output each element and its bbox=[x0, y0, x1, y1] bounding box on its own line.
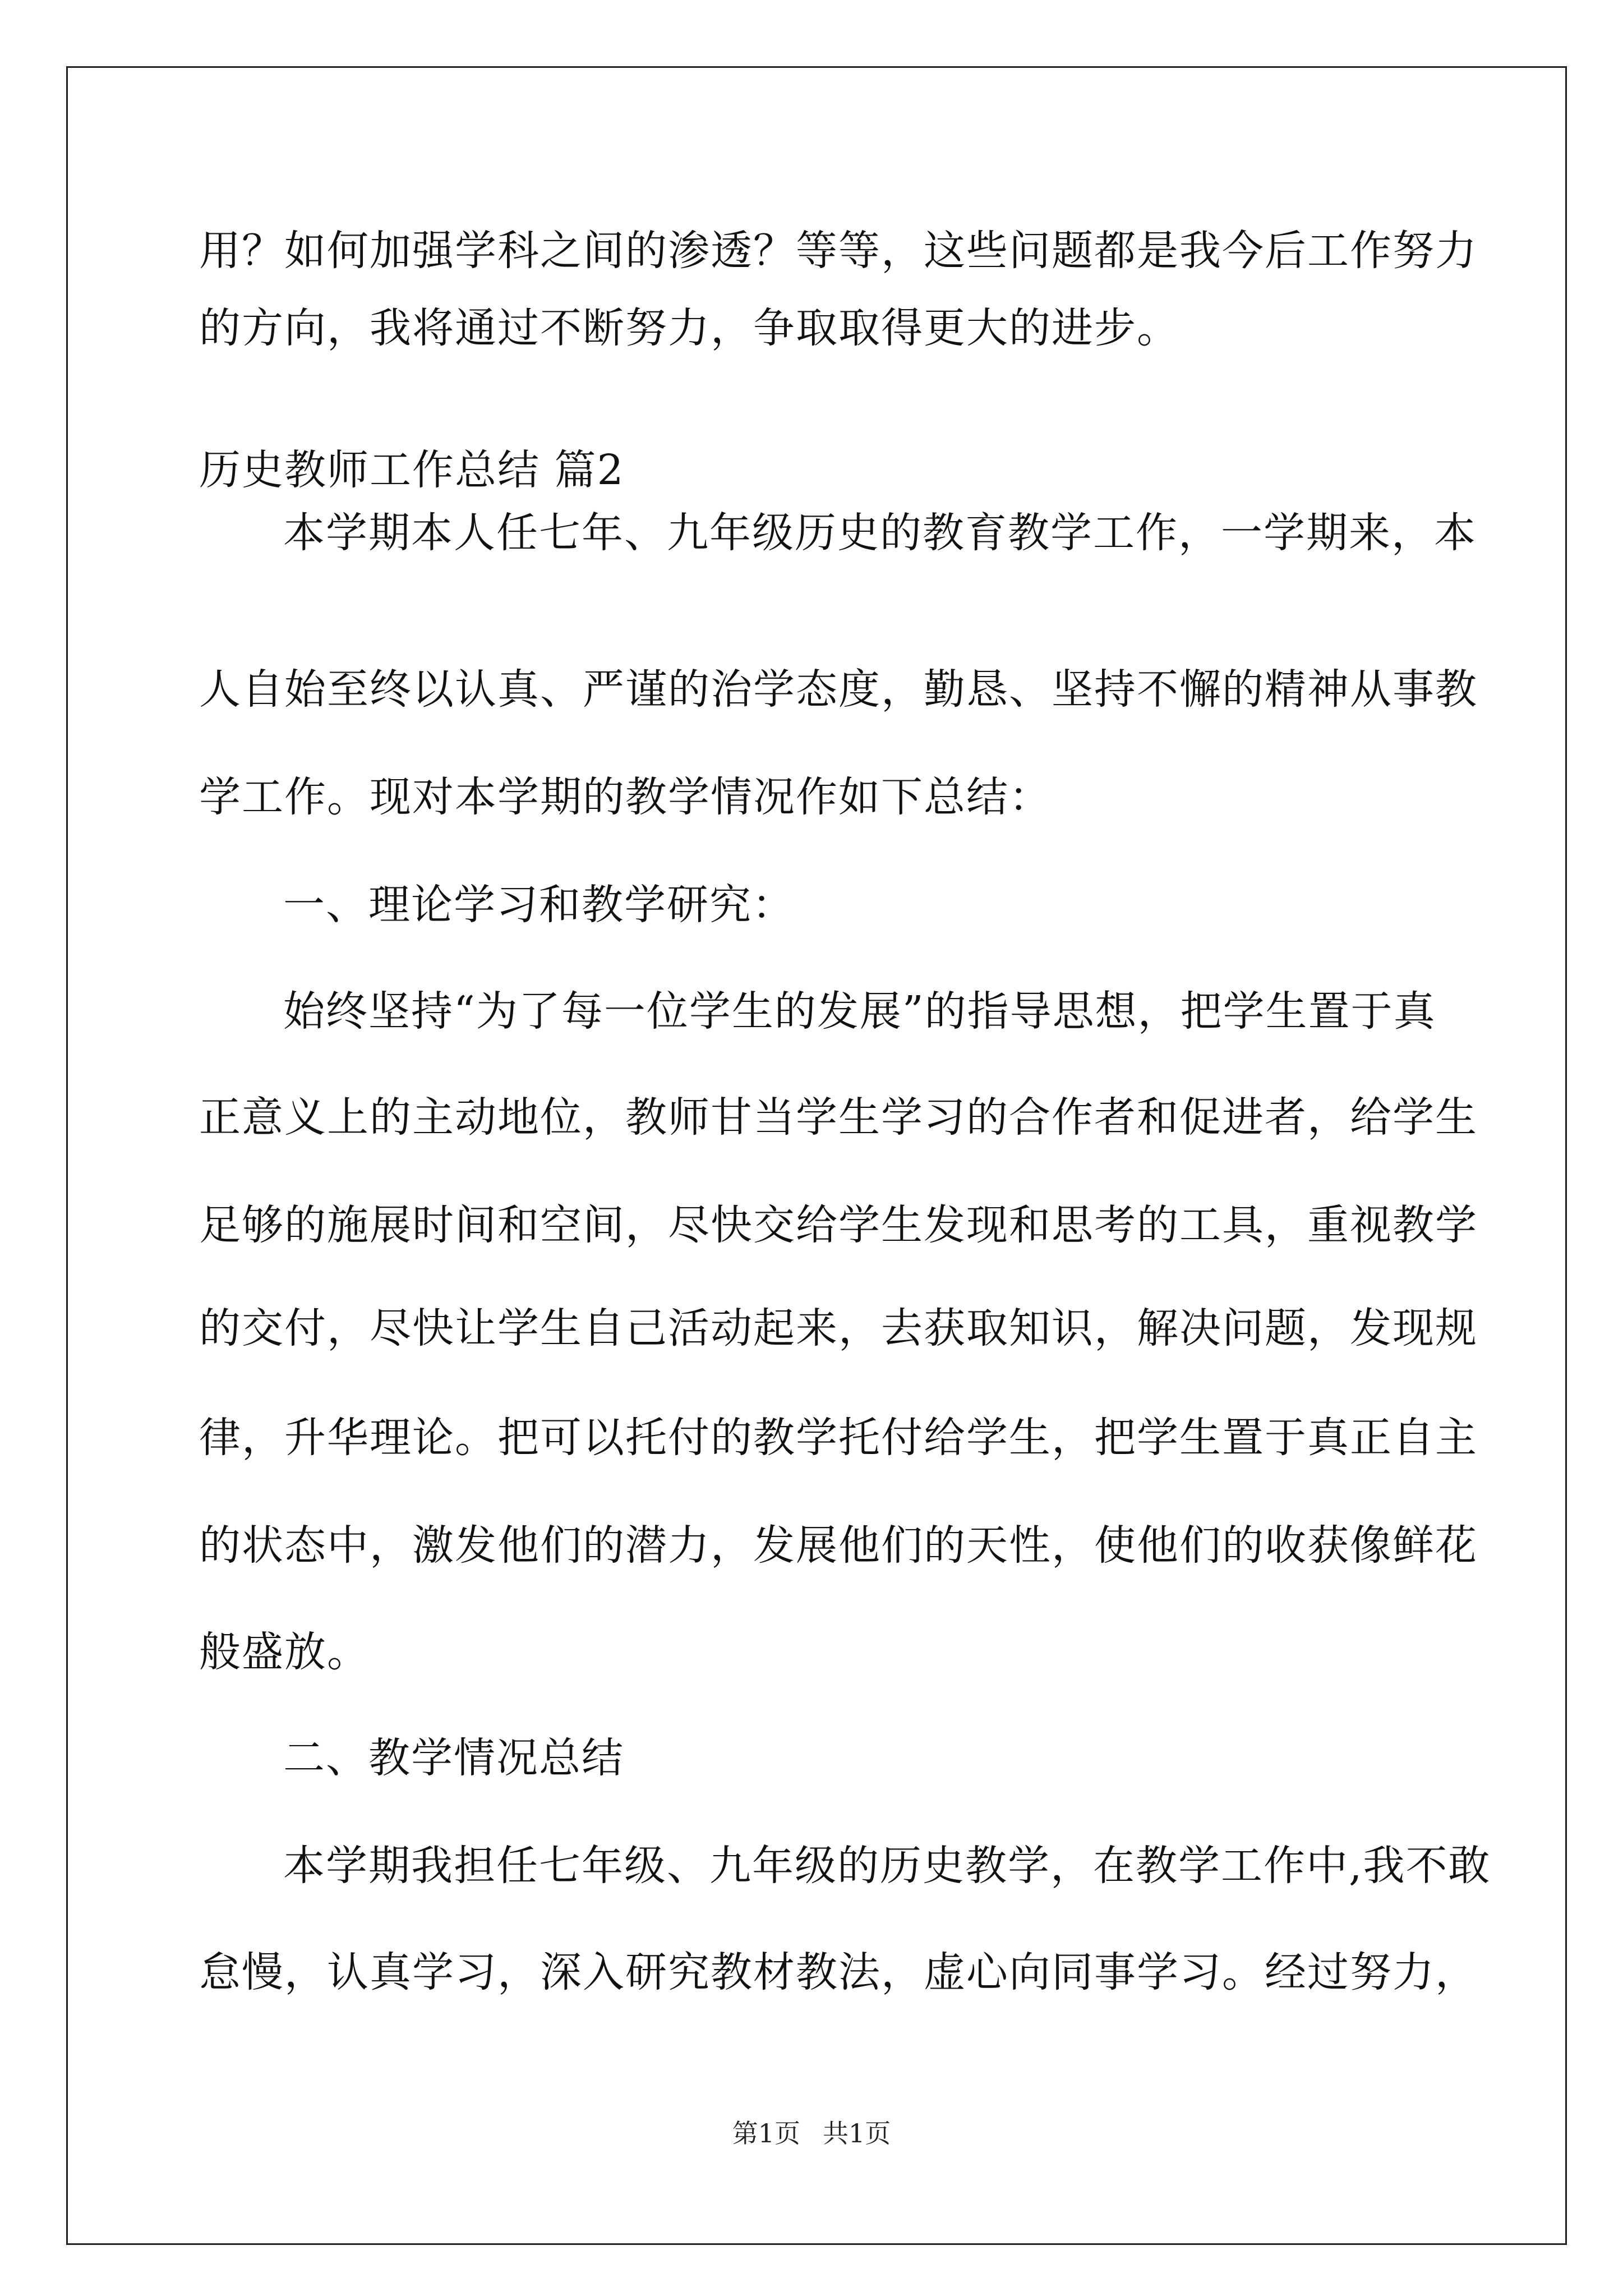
text-line: 的状态中，激发他们的潜力，发展他们的天性，使他们的收获像鲜花 bbox=[199, 1521, 1478, 1570]
text-line: 人自始至终以认真、严谨的治学态度，勤恳、坚持不懈的精神从事教 bbox=[199, 665, 1478, 714]
text-line: 始终坚持“为了每一位学生的发展”的指导思想，把学生置于真 bbox=[283, 987, 1436, 1036]
text-line: 足够的施展时间和空间，尽快交给学生发现和思考的工具，重视教学 bbox=[199, 1201, 1478, 1249]
text-line: 的方向，我将通过不断努力，争取取得更大的进步。 bbox=[199, 304, 1179, 352]
page-border bbox=[66, 66, 1567, 2245]
text-line: 本学期我担任七年级、九年级的历史教学，在教学工作中,我不敢 bbox=[283, 1842, 1491, 1890]
text-line: 本学期本人任七年、九年级历史的教育教学工作，一学期来，本 bbox=[283, 509, 1477, 557]
text-line: 学工作。现对本学期的教学情况作如下总结： bbox=[199, 773, 1052, 821]
page-footer bbox=[0, 2120, 1623, 2146]
section-title: 历史教师工作总结 篇2 bbox=[199, 446, 625, 494]
text-line: 用？如何加强学科之间的渗透？等等，这些问题都是我今后工作努力 bbox=[199, 227, 1478, 275]
text-line: 的交付，尽快让学生自己活动起来，去获取知识，解决问题，发现规 bbox=[199, 1304, 1478, 1352]
subheading: 二、教学情况总结 bbox=[283, 1734, 624, 1782]
text-line: 般盛放。 bbox=[199, 1628, 370, 1676]
subheading: 一、理论学习和教学研究： bbox=[283, 881, 795, 929]
page-number: 第1页 bbox=[732, 2118, 800, 2148]
text-line: 怠慢，认真学习，深入研究教材教法，虚心向同事学习。经过努力， bbox=[199, 1948, 1478, 1996]
text-line: 正意义上的主动地位，教师甘当学生学习的合作者和促进者，给学生 bbox=[199, 1093, 1478, 1142]
total-pages: 共1页 bbox=[823, 2118, 891, 2148]
text-line: 律，升华理论。把可以托付的教学托付给学生，把学生置于真正自主 bbox=[199, 1414, 1478, 1462]
